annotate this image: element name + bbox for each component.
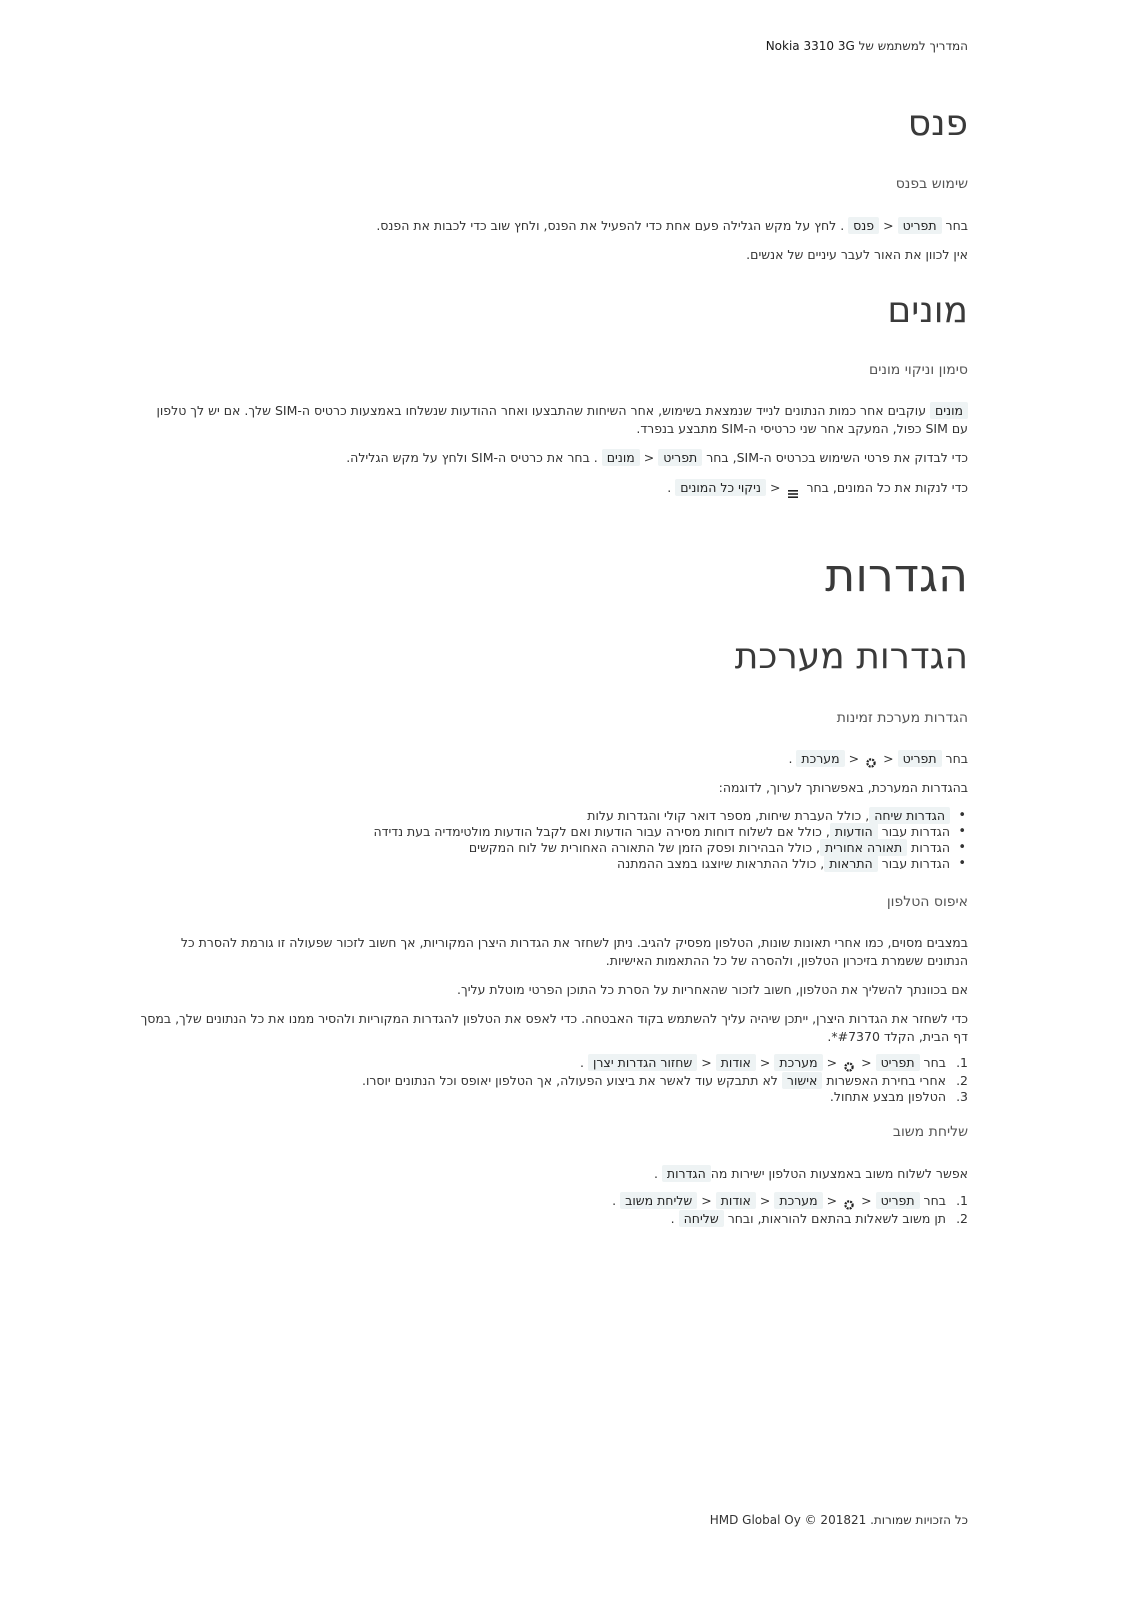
counters-check-rest: . בחר את כרטיס ה-SIM ולחץ על מקש הגלילה. — [346, 450, 598, 465]
gear-icon — [843, 1061, 855, 1073]
menu-chip: תפריט — [658, 449, 702, 466]
settings-title: הגדרות — [825, 548, 968, 602]
list-item — [362, 1073, 968, 1089]
reset-paragraph-3-line-2: דף הבית, הקלד #7370*. — [827, 1029, 968, 1044]
reset-steps-list — [362, 1055, 968, 1105]
counters-text: עוקבים אחר כמות הנתונים לנייד שנמצאת בשימוש, אחר השיחות שהתבצעו ואחר ההודעות שנשלחו באמצעות כרטיס ה-SIM שלך. אם יש לך טלפון — [156, 403, 927, 418]
menu-chip: תפריט — [898, 217, 942, 234]
bullet-text: הגדרות עבור — [881, 856, 950, 871]
available-settings-subtitle: הגדרות מערכת זמינות — [836, 710, 968, 726]
flashlight-title: פנס — [907, 103, 968, 144]
step-number: 1. — [956, 1193, 968, 1208]
settings-paragraph-2: בהגדרות המערכת, באפשרותך לערוך, לדוגמה: — [718, 780, 968, 795]
path-separator: < — [883, 218, 894, 233]
gear-icon — [865, 757, 877, 769]
send-feedback-chip: שליחת משוב — [620, 1192, 697, 1209]
page-footer — [710, 1513, 968, 1527]
send-chip: שליחה — [679, 1210, 724, 1227]
factory-reset-chip: שחזור הגדרות יצרן — [588, 1054, 697, 1071]
counters-subtitle: סימון וניקוי מונים — [868, 362, 968, 378]
system-chip: מערכת — [796, 750, 844, 767]
reset-paragraph-3-line-1: כדי לשחזר את הגדרות היצרן, ייתכן שיהיה עליך להשתמש בקוד האבטחה. כדי לאפס את הטלפון להגדרות המקוריות ולהסיר ממנו את כל הנתונים שלך, במסך — [140, 1011, 968, 1026]
text-choose: בחר — [945, 751, 968, 766]
list-item — [373, 808, 968, 824]
page-header — [766, 39, 968, 53]
step-number: 2. — [956, 1211, 968, 1226]
bullet-text: הגדרות עבור — [881, 824, 950, 839]
period: . — [653, 1166, 658, 1181]
bullet-text: , כולל הבהירות ופסק הזמן של התאורה האחורית של לוח המקשים — [468, 840, 821, 855]
path-separator: < — [848, 751, 860, 766]
list-item — [373, 840, 968, 856]
step-number: 3. — [956, 1089, 968, 1104]
reset-paragraph-1-line-1: במצבים מסוים, כמו אחרי תאונות שונות, הטלפון מפסיק להגיב. ניתן לשחזר את הגדרות היצרן המקוריות, אך חשוב לזכור שפעולה זו גורמת להסרת כל — [180, 935, 968, 950]
counters-chip: מונים — [930, 402, 968, 419]
step-number: 1. — [956, 1055, 968, 1070]
flashlight-paragraph-2: אין לכוון את האור לעבר עיניים של אנשים. — [746, 247, 968, 262]
about-chip: אודות — [716, 1054, 756, 1071]
period: . — [670, 1211, 675, 1226]
system-chip: מערכת — [774, 1192, 822, 1209]
path-separator: < — [701, 1055, 712, 1070]
counters-clear-text: כדי לנקות את כל המונים, בחר — [806, 480, 968, 495]
call-settings-chip: הגדרות שיחה — [869, 807, 950, 824]
path-separator: < — [826, 1055, 838, 1070]
footer-copyright: HMD Global Oy © 201821 — [709, 1513, 867, 1527]
flashlight-instructions: . לחץ על מקש הגלילה פעם אחת כדי להפעיל את הפנס, ולחץ שוב כדי לכבות את הפנס. — [376, 218, 845, 233]
step-text: תן משוב לשאלות בהתאם להוראות, ובחר — [727, 1211, 946, 1226]
backlight-chip: תאורה אחורית — [820, 839, 907, 856]
list-item — [612, 1211, 968, 1227]
system-chip: מערכת — [774, 1054, 822, 1071]
period: . — [788, 751, 793, 766]
menu-chip: תפריט — [876, 1054, 920, 1071]
header-model: Nokia 3310 3G — [765, 39, 855, 53]
counters-chip: מונים — [602, 449, 640, 466]
about-chip: אודות — [716, 1192, 756, 1209]
list-item — [362, 1089, 968, 1105]
text-choose: בחר — [923, 1193, 946, 1208]
path-separator: < — [759, 1193, 771, 1208]
path-separator: < — [883, 751, 894, 766]
reset-paragraph-1-line-2: הנתונים ששמרת בזיכרון הטלפון, ולהסרה של כל ההתאמות האישיות. — [605, 953, 968, 968]
bullet-text: , כולל אם לשלוח דוחות מסירה עבור הודעות ואם לקבל הודעות מולטימדיה בעת נדידה — [373, 824, 830, 839]
bullet-text: , כולל העברת שיחות, מספר דואר קולי והגדרות עלות — [587, 808, 870, 823]
path-separator: < — [643, 450, 655, 465]
text-choose: בחר — [945, 218, 968, 233]
list-item — [373, 824, 968, 840]
step-number: 2. — [956, 1073, 968, 1088]
counters-paragraph-1-line-2: עם SIM כפול, המעקב אחר שני כרטיסי ה-SIM מתבצע בנפרד. — [636, 421, 968, 436]
bullet-text: , כולל ההתראות שיוצגו במצב ההמתנה — [617, 856, 825, 871]
menu-chip: תפריט — [898, 750, 942, 767]
notifications-chip: התראות — [824, 855, 877, 872]
system-settings-title: הגדרות מערכת — [734, 636, 968, 677]
header-guide: המדריך למשתמש של — [858, 39, 968, 53]
list-item — [612, 1193, 968, 1211]
counters-check-text: כדי לבדוק את פרטי השימוש בכרטיס ה-SIM, בחר — [706, 450, 968, 465]
step-text: אחרי בחירת האפשרות — [826, 1073, 946, 1088]
flashlight-chip: פנס — [848, 217, 879, 234]
reset-paragraph-2: אם בכוונתך להשליך את הטלפון, חשוב לזכור שהאחריות על הסרת כל התוכן הפרטי מוטלת עליך. — [457, 982, 968, 997]
menu-chip: תפריט — [876, 1192, 920, 1209]
step-text: לא תתבקש עוד לאשר את ביצוע הפעולה, אך הטלפון יאופס וכל הנתונים יוסרו. — [361, 1073, 778, 1088]
list-item — [373, 856, 968, 872]
path-separator: < — [826, 1193, 838, 1208]
feedback-subtitle: שליחת משוב — [892, 1124, 968, 1140]
gear-icon — [843, 1199, 855, 1211]
period: . — [580, 1055, 584, 1070]
settings-paragraph-1 — [788, 751, 968, 769]
settings-chip: הגדרות — [662, 1165, 711, 1182]
feedback-paragraph-1 — [654, 1166, 968, 1181]
list-item — [362, 1055, 968, 1073]
counters-paragraph-3 — [667, 480, 968, 500]
confirm-chip: אישור — [782, 1072, 822, 1089]
footer-rights: כל הזכויות שמורות. — [870, 1513, 968, 1527]
period: . — [667, 480, 672, 495]
counters-title: מונים — [887, 290, 968, 331]
clear-all-counters-chip: ניקוי כל המונים — [675, 479, 766, 496]
step-text: הטלפון מבצע אתחול. — [829, 1089, 946, 1104]
path-separator: < — [861, 1055, 872, 1070]
counters-paragraph-2 — [346, 450, 968, 465]
feedback-text: אפשר לשלוח משוב באמצעות הטלפון ישירות מה — [710, 1166, 968, 1181]
menu-icon — [787, 488, 799, 500]
feedback-steps-list — [612, 1193, 968, 1227]
path-separator: < — [769, 480, 781, 495]
path-separator: < — [861, 1193, 872, 1208]
text-choose: בחר — [923, 1055, 946, 1070]
counters-paragraph-1-line-1 — [157, 403, 969, 418]
bullet-text: הגדרות — [911, 840, 950, 855]
flashlight-subtitle: שימוש בפנס — [895, 176, 968, 192]
flashlight-paragraph-1 — [376, 218, 968, 233]
path-separator: < — [759, 1055, 771, 1070]
messages-chip: הודעות — [830, 823, 878, 840]
reset-subtitle: איפוס הטלפון — [886, 894, 968, 910]
path-separator: < — [701, 1193, 712, 1208]
settings-bullet-list — [373, 808, 968, 872]
period: . — [612, 1193, 617, 1208]
